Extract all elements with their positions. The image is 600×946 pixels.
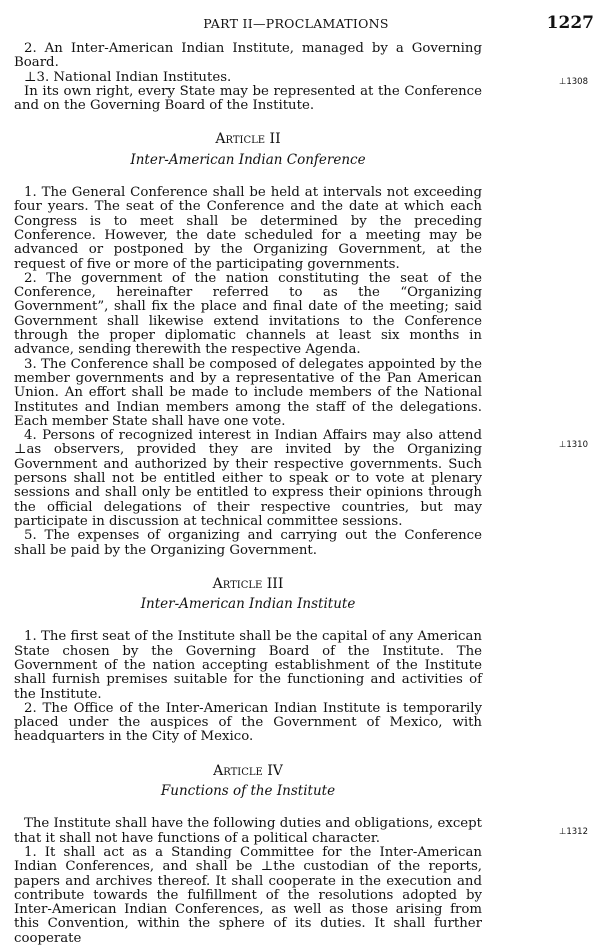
paragraph: 2. The Office of the Inter-American Indian Institute is temporarily placed under the auspices of the Government of Mexico, with headquarters in the City of Mexico. [14, 700, 482, 745]
document-body [14, 42, 482, 946]
paragraph: 4. Persons of recognized interest in Indian Affairs may also attend ⊥as observers, provided they are invited by the Organizing Government and authorized by their respective governments. Such persons shall not be entitled either to speak or to vote at plenary sessions and shall only be entitled to express their opinions through the official delegations of their respective countries, but may participate in discussion at technical committee sessions. [14, 428, 482, 529]
paragraph: ⊥3. National Indian Institutes. [24, 69, 232, 85]
margin-note: ⊥1310 [558, 440, 588, 450]
paragraph: 1. It shall act as a Standing Committee for the Inter-American Indian Conferences, and shall be ⊥the custodian of the reports, papers and archives thereof. It shall cooperate in the execution and contribute towards the fulfillment of the resolutions adopted by Inter-American Indian Conferences, as well as those arising from this Convention, within the sphere of its duties. It shall further cooperate [14, 844, 482, 946]
paragraph: 3. The Conference shall be composed of delegates appointed by the member governments and by a representative of the Pan American Union. An effort shall be made to include members of the National Institutes and Indian members among the staff of the delegations. Each member State shall have one vote. [14, 356, 482, 429]
margin-note: ⊥1308 [558, 77, 588, 87]
article-heading: Article III [212, 575, 284, 592]
article-subheading: Inter-American Indian Institute [140, 596, 356, 613]
paragraph: 2. The government of the nation constituting the seat of the Conference, hereinafter referred to as the “Organizing Government”, shall fix the place and final date of the meeting; said Government shall likewise extend invitations to the Conference through the proper diplomatic channels at least six months in advance, sending therewith the respective Agenda. [14, 270, 482, 358]
article-subheading: Inter-American Indian Conference [130, 151, 366, 168]
article-subheading: Functions of the Institute [160, 783, 336, 800]
paragraph: The Institute shall have the following duties and obligations, except that it shall not have functions of a political character. [14, 816, 482, 846]
article-heading: Article IV [213, 762, 283, 779]
page-number: 1227 [546, 13, 594, 33]
paragraph: 5. The expenses of organizing and carrying out the Conference shall be paid by the Organizing Government. [14, 528, 482, 558]
article-heading: Article II [215, 131, 281, 148]
paragraph: 1. The General Conference shall be held at intervals not exceeding four years. The seat of the Conference and the date at which each Congress is to meet shall be determined by the preceding Conference. However, the date scheduled for a meeting may be advanced or postponed by the Organizing Government, at the request of five or more of the participating governments. [14, 185, 482, 272]
paragraph: 1. The first seat of the Institute shall be the capital of any American State chosen by the Governing Board of the Institute. The Government of the nation accepting establishment of the Institute shall furnish premises suitable for the functioning and activities of the Institute. [14, 629, 482, 702]
margin-note: ⊥1312 [558, 827, 588, 837]
running-header: PART II—PROCLAMATIONS [203, 16, 389, 31]
paragraph: In its own right, every State may be represented at the Conference and on the Governing Board of the Institute. [14, 83, 482, 114]
paragraph: 2. An Inter-American Indian Institute, managed by a Governing Board. [14, 41, 482, 71]
